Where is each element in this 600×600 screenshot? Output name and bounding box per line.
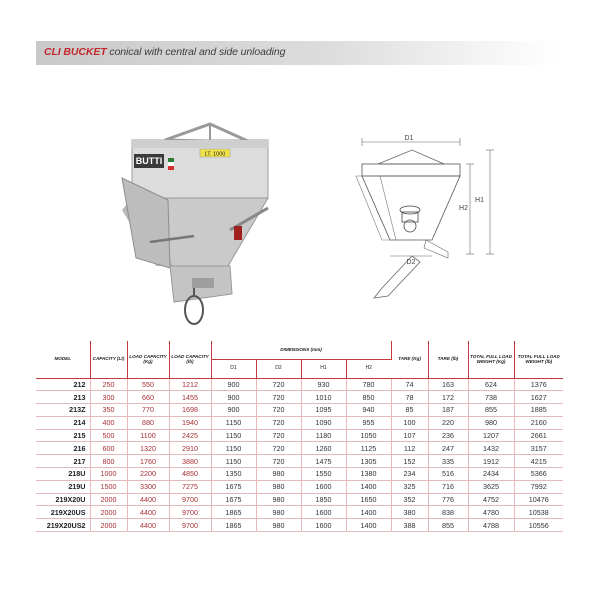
table-row <box>36 442 563 455</box>
table-row <box>36 378 563 391</box>
total-kg-cell: 4752 <box>468 493 514 506</box>
header-model: MODEL <box>36 341 90 378</box>
total-kg-cell: 624 <box>468 378 514 391</box>
model-cell: 217 <box>36 455 90 468</box>
h1-cell: 1475 <box>301 455 346 468</box>
load-lb-cell: 1455 <box>169 391 211 404</box>
h2-cell: 780 <box>346 378 391 391</box>
table-row <box>36 391 563 404</box>
h1-cell: 1090 <box>301 416 346 429</box>
tare-kg-cell: 112 <box>391 442 428 455</box>
table-row <box>36 404 563 417</box>
d1-cell: 1150 <box>211 429 256 442</box>
dimension-drawing <box>352 128 502 308</box>
capacity-cell: 500 <box>90 429 127 442</box>
d1-cell: 900 <box>211 378 256 391</box>
load-kg-cell: 4400 <box>127 506 169 519</box>
h1-cell: 1850 <box>301 493 346 506</box>
h1-cell: 1095 <box>301 404 346 417</box>
load-kg-cell: 2200 <box>127 468 169 481</box>
table-row <box>36 480 563 493</box>
tare-kg-cell: 152 <box>391 455 428 468</box>
capacity-cell: 350 <box>90 404 127 417</box>
model-cell: 214 <box>36 416 90 429</box>
total-lb-cell: 1885 <box>514 404 563 417</box>
d2-cell: 980 <box>256 480 301 493</box>
h1-cell: 1600 <box>301 506 346 519</box>
d2-cell: 980 <box>256 519 301 532</box>
tare-lb-cell: 236 <box>428 429 468 442</box>
d1-cell: 1350 <box>211 468 256 481</box>
total-lb-cell: 1376 <box>514 378 563 391</box>
total-kg-cell: 2434 <box>468 468 514 481</box>
load-kg-cell: 550 <box>127 378 169 391</box>
h1-cell: 1260 <box>301 442 346 455</box>
load-lb-cell: 2425 <box>169 429 211 442</box>
total-kg-cell: 980 <box>468 416 514 429</box>
tare-lb-cell: 187 <box>428 404 468 417</box>
tare-lb-cell: 776 <box>428 493 468 506</box>
h2-cell: 1400 <box>346 506 391 519</box>
h1-cell: 1600 <box>301 480 346 493</box>
tare-kg-cell: 74 <box>391 378 428 391</box>
tare-lb-cell: 335 <box>428 455 468 468</box>
load-kg-cell: 1760 <box>127 455 169 468</box>
capacity-cell: 1500 <box>90 480 127 493</box>
tare-lb-cell: 247 <box>428 442 468 455</box>
capacity-cell: 800 <box>90 455 127 468</box>
h2-cell: 1400 <box>346 480 391 493</box>
load-kg-cell: 770 <box>127 404 169 417</box>
header-h2: H2 <box>346 359 391 378</box>
d1-cell: 1150 <box>211 442 256 455</box>
h2-cell: 1125 <box>346 442 391 455</box>
model-cell: 215 <box>36 429 90 442</box>
model-cell: 219X20US <box>36 506 90 519</box>
load-lb-cell: 1940 <box>169 416 211 429</box>
tare-lb-cell: 516 <box>428 468 468 481</box>
total-lb-cell: 5366 <box>514 468 563 481</box>
capacity-plate-text: LT. 1000 <box>204 151 226 158</box>
h2-label: H2 <box>459 205 468 212</box>
d2-cell: 720 <box>256 442 301 455</box>
total-lb-cell: 2661 <box>514 429 563 442</box>
tare-kg-cell: 388 <box>391 519 428 532</box>
d2-cell: 980 <box>256 506 301 519</box>
total-kg-cell: 855 <box>468 404 514 417</box>
tare-kg-cell: 380 <box>391 506 428 519</box>
header-load-capacity-kg: LOAD CAPACITY (Kg) <box>127 341 169 378</box>
capacity-cell: 250 <box>90 378 127 391</box>
total-lb-cell: 2160 <box>514 416 563 429</box>
load-lb-cell: 4850 <box>169 468 211 481</box>
capacity-cell: 400 <box>90 416 127 429</box>
tare-lb-cell: 855 <box>428 519 468 532</box>
h2-cell: 1305 <box>346 455 391 468</box>
load-kg-cell: 1100 <box>127 429 169 442</box>
total-kg-cell: 4788 <box>468 519 514 532</box>
total-lb-cell: 7992 <box>514 480 563 493</box>
page-title <box>44 46 285 58</box>
d2-label: D2 <box>406 259 416 266</box>
header-capacity: CAPACITY (Lt) <box>90 341 127 378</box>
header-d1: D1 <box>211 359 256 378</box>
load-kg-cell: 3300 <box>127 480 169 493</box>
total-kg-cell: 1207 <box>468 429 514 442</box>
d2-cell: 720 <box>256 416 301 429</box>
total-kg-cell: 738 <box>468 391 514 404</box>
tare-kg-cell: 78 <box>391 391 428 404</box>
header-total-weight-kg: TOTAL FULL LOAD WEIGHT (Kg) <box>468 341 514 378</box>
total-kg-cell: 3625 <box>468 480 514 493</box>
load-lb-cell: 2910 <box>169 442 211 455</box>
capacity-cell: 300 <box>90 391 127 404</box>
specifications-table <box>36 341 563 532</box>
table-body <box>36 378 563 532</box>
title-bar <box>36 41 560 65</box>
load-lb-cell: 7275 <box>169 480 211 493</box>
load-lb-cell: 3880 <box>169 455 211 468</box>
header-load-capacity-lb: LOAD CAPACITY (lb) <box>169 341 211 378</box>
d1-cell: 1150 <box>211 455 256 468</box>
d2-cell: 720 <box>256 455 301 468</box>
h1-cell: 1180 <box>301 429 346 442</box>
load-lb-cell: 9700 <box>169 506 211 519</box>
d1-cell: 1865 <box>211 519 256 532</box>
tare-kg-cell: 107 <box>391 429 428 442</box>
d2-cell: 720 <box>256 391 301 404</box>
d1-cell: 1150 <box>211 416 256 429</box>
table-row <box>36 506 563 519</box>
table-row <box>36 429 563 442</box>
tare-lb-cell: 838 <box>428 506 468 519</box>
d2-cell: 720 <box>256 404 301 417</box>
load-kg-cell: 4400 <box>127 493 169 506</box>
h2-cell: 1400 <box>346 519 391 532</box>
load-kg-cell: 660 <box>127 391 169 404</box>
d2-cell: 980 <box>256 493 301 506</box>
tare-lb-cell: 163 <box>428 378 468 391</box>
total-lb-cell: 1627 <box>514 391 563 404</box>
load-lb-cell: 1212 <box>169 378 211 391</box>
table-row <box>36 519 563 532</box>
d2-cell: 720 <box>256 378 301 391</box>
h1-cell: 1550 <box>301 468 346 481</box>
h1-label: H1 <box>475 197 484 204</box>
model-cell: 213Z <box>36 404 90 417</box>
header-total-weight-lb: TOTAL FULL LOAD WEIGHT (lb) <box>514 341 563 378</box>
header-dimensions: DIMENSIONS (mm) <box>211 341 391 359</box>
h1-cell: 1010 <box>301 391 346 404</box>
tare-lb-cell: 220 <box>428 416 468 429</box>
title-brand: CLI BUCKET <box>44 46 107 58</box>
h2-cell: 955 <box>346 416 391 429</box>
total-lb-cell: 4215 <box>514 455 563 468</box>
bucket-photo <box>110 118 285 330</box>
capacity-cell: 2000 <box>90 519 127 532</box>
table-row <box>36 416 563 429</box>
model-cell: 219X20U <box>36 493 90 506</box>
header-h1: H1 <box>301 359 346 378</box>
model-cell: 213 <box>36 391 90 404</box>
total-lb-cell: 10476 <box>514 493 563 506</box>
h1-cell: 1600 <box>301 519 346 532</box>
d2-cell: 980 <box>256 468 301 481</box>
d2-cell: 720 <box>256 429 301 442</box>
model-cell: 219U <box>36 480 90 493</box>
capacity-cell: 600 <box>90 442 127 455</box>
h2-cell: 850 <box>346 391 391 404</box>
model-cell: 219X20US2 <box>36 519 90 532</box>
load-kg-cell: 1320 <box>127 442 169 455</box>
load-kg-cell: 4400 <box>127 519 169 532</box>
table-row <box>36 468 563 481</box>
tare-kg-cell: 352 <box>391 493 428 506</box>
capacity-cell: 2000 <box>90 506 127 519</box>
d1-cell: 900 <box>211 404 256 417</box>
h2-cell: 1050 <box>346 429 391 442</box>
total-kg-cell: 4780 <box>468 506 514 519</box>
tare-kg-cell: 100 <box>391 416 428 429</box>
h1-cell: 930 <box>301 378 346 391</box>
capacity-cell: 2000 <box>90 493 127 506</box>
tare-kg-cell: 85 <box>391 404 428 417</box>
load-lb-cell: 1698 <box>169 404 211 417</box>
header-tare-kg: TARE (Kg) <box>391 341 428 378</box>
brand-plate-text: BUTTI <box>135 156 163 166</box>
d1-label: D1 <box>404 135 414 142</box>
load-kg-cell: 880 <box>127 416 169 429</box>
header-d2: D2 <box>256 359 301 378</box>
total-kg-cell: 1912 <box>468 455 514 468</box>
total-kg-cell: 1432 <box>468 442 514 455</box>
h2-cell: 1650 <box>346 493 391 506</box>
d1-cell: 900 <box>211 391 256 404</box>
load-lb-cell: 9700 <box>169 519 211 532</box>
total-lb-cell: 10556 <box>514 519 563 532</box>
d1-cell: 1675 <box>211 493 256 506</box>
capacity-cell: 1000 <box>90 468 127 481</box>
total-lb-cell: 3157 <box>514 442 563 455</box>
h2-cell: 1380 <box>346 468 391 481</box>
load-lb-cell: 9700 <box>169 493 211 506</box>
model-cell: 216 <box>36 442 90 455</box>
table-row <box>36 455 563 468</box>
model-cell: 212 <box>36 378 90 391</box>
tare-lb-cell: 716 <box>428 480 468 493</box>
d1-cell: 1675 <box>211 480 256 493</box>
model-cell: 218U <box>36 468 90 481</box>
header-tare-lb: TARE (lb) <box>428 341 468 378</box>
title-subtitle: conical with central and side unloading <box>109 46 286 58</box>
d1-cell: 1865 <box>211 506 256 519</box>
tare-lb-cell: 172 <box>428 391 468 404</box>
table-row <box>36 493 563 506</box>
h2-cell: 940 <box>346 404 391 417</box>
tare-kg-cell: 325 <box>391 480 428 493</box>
tare-kg-cell: 234 <box>391 468 428 481</box>
total-lb-cell: 10538 <box>514 506 563 519</box>
